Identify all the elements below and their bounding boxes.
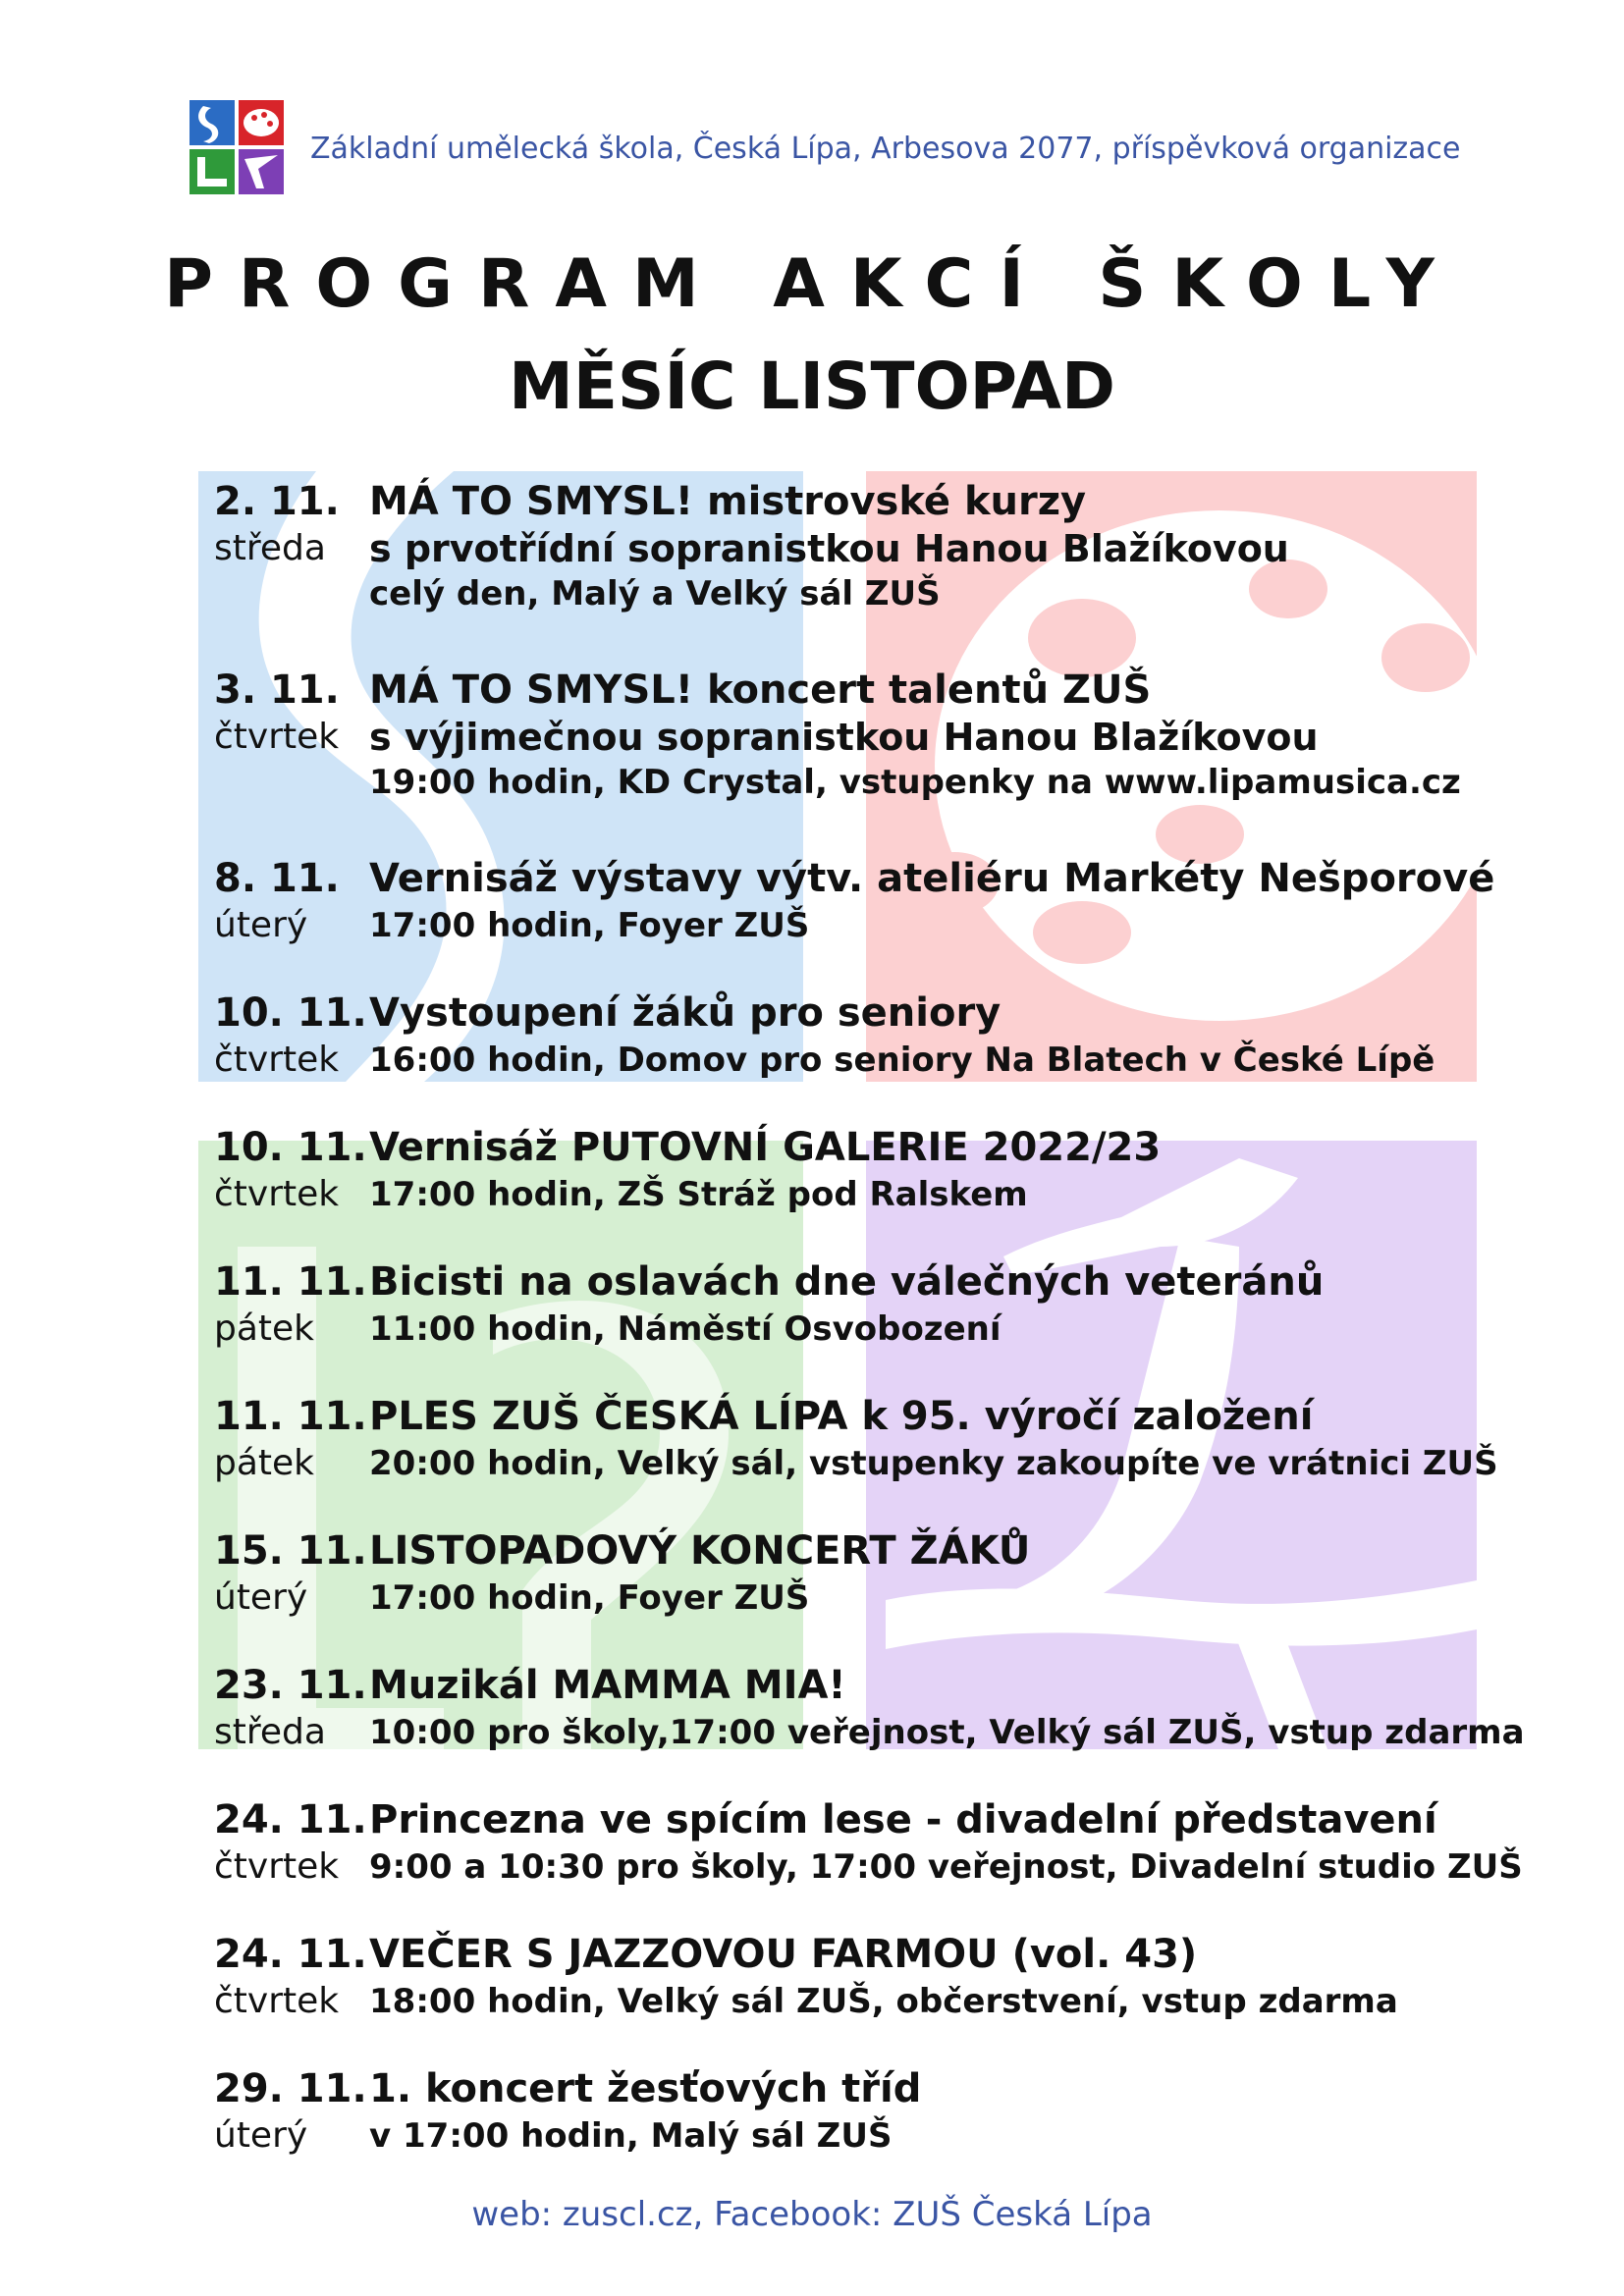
event-details: 18:00 hodin, Velký sál ZUŠ, občerstvení, vstup zdarma [369, 1982, 1398, 2021]
event-details: v 17:00 hodin, Malý sál ZUŠ [369, 2116, 893, 2156]
event-item [214, 1124, 1490, 1258]
event-title-line2: s prvotřídní sopranistkou Hanou Blažíkovou [369, 527, 1289, 570]
event-title: Vernisáž PUTOVNÍ GALERIE 2022/23 [369, 1125, 1162, 1170]
event-date: 23. 11. [214, 1663, 367, 1708]
event-title-line2: s výjimečnou sopranistkou Hanou Blažíkovou [369, 716, 1319, 759]
event-details: 16:00 hodin, Domov pro seniory Na Blatech v České Lípě [369, 1041, 1435, 1080]
event-date: 10. 11. [214, 1125, 367, 1170]
event-weekday: čtvrtek [214, 1981, 340, 2021]
event-date: 15. 11. [214, 1528, 367, 1574]
event-weekday: středa [214, 528, 326, 568]
event-date: 3. 11. [214, 667, 340, 713]
events-list [214, 478, 1525, 2200]
page-title: PROGRAM AKCÍ ŠKOLY [164, 245, 1460, 323]
event-title: Vernisáž výstavy výtv. ateliéru Markéty Nešporové [369, 856, 1495, 901]
event-weekday: středa [214, 1712, 326, 1752]
event-weekday: úterý [214, 1577, 308, 1618]
event-item [214, 2065, 1490, 2200]
footer-links: web: zuscl.cz, Facebook: ZUŠ Česká Lípa [471, 2195, 1153, 2234]
event-details: 10:00 pro školy,17:00 veřejnost, Velký sál ZUŠ, vstup zdarma [369, 1713, 1525, 1752]
event-details: 17:00 hodin, Foyer ZUŠ [369, 1578, 810, 1618]
event-title: LISTOPADOVÝ KONCERT ŽÁKŮ [369, 1528, 1031, 1574]
event-weekday: pátek [214, 1308, 315, 1349]
event-details: 17:00 hodin, ZŠ Stráž pod Ralskem [369, 1175, 1028, 1214]
event-item [214, 478, 1490, 613]
event-item [214, 1662, 1525, 1796]
event-date: 24. 11. [214, 1797, 367, 1842]
event-details: celý den, Malý a Velký sál ZUŠ [369, 574, 941, 614]
event-item [214, 667, 1490, 801]
event-title: 1. koncert žesťových tříd [369, 2066, 922, 2111]
event-date: 8. 11. [214, 856, 340, 901]
event-title: Princezna ve spícím lese - divadelní představení [369, 1797, 1437, 1842]
event-title: Muzikál MAMMA MIA! [369, 1663, 846, 1708]
event-details: 19:00 hodin, KD Crystal, vstupenky na www.lipamusica.cz [369, 763, 1461, 802]
event-weekday: pátek [214, 1443, 315, 1483]
school-logo [189, 100, 284, 194]
event-date: 11. 11. [214, 1394, 367, 1439]
event-date: 11. 11. [214, 1259, 367, 1305]
event-details: 17:00 hodin, Foyer ZUŠ [369, 906, 810, 945]
event-item [214, 855, 1495, 989]
event-date: 24. 11. [214, 1932, 367, 1977]
event-date: 2. 11. [214, 479, 340, 524]
event-title: Vystoupení žáků pro seniory [369, 990, 1001, 1036]
event-item [214, 1258, 1490, 1393]
event-item [214, 1796, 1523, 1931]
event-title: Bicisti na oslavách dne válečných veteránů [369, 1259, 1325, 1305]
event-date: 10. 11. [214, 990, 367, 1036]
event-details: 9:00 a 10:30 pro školy, 17:00 veřejnost, Divadelní studio ZUŠ [369, 1847, 1523, 1887]
event-details: 20:00 hodin, Velký sál, vstupenky zakoupíte ve vrátnici ZUŠ [369, 1444, 1498, 1483]
event-weekday: čtvrtek [214, 717, 340, 757]
event-weekday: úterý [214, 905, 308, 945]
event-weekday: čtvrtek [214, 1174, 340, 1214]
event-weekday: úterý [214, 2115, 308, 2156]
event-title: MÁ TO SMYSL! koncert talentů ZUŠ [369, 667, 1152, 713]
event-details: 11:00 hodin, Náměstí Osvobození [369, 1309, 1001, 1349]
event-title: PLES ZUŠ ČESKÁ LÍPA k 95. výročí založení [369, 1394, 1314, 1439]
event-date: 29. 11. [214, 2066, 367, 2111]
event-title: MÁ TO SMYSL! mistrovské kurzy [369, 479, 1087, 524]
event-title: VEČER S JAZZOVOU FARMOU (vol. 43) [369, 1932, 1198, 1977]
page-subtitle: MĚSÍC LISTOPAD [509, 348, 1115, 424]
event-item [214, 1393, 1498, 1527]
event-item [214, 989, 1490, 1124]
event-weekday: čtvrtek [214, 1040, 340, 1080]
organization-name: Základní umělecká škola, Česká Lípa, Arbesova 2077, příspěvková organizace [310, 132, 1461, 166]
event-weekday: čtvrtek [214, 1846, 340, 1887]
event-item [214, 1931, 1490, 2065]
event-item [214, 1527, 1490, 1662]
